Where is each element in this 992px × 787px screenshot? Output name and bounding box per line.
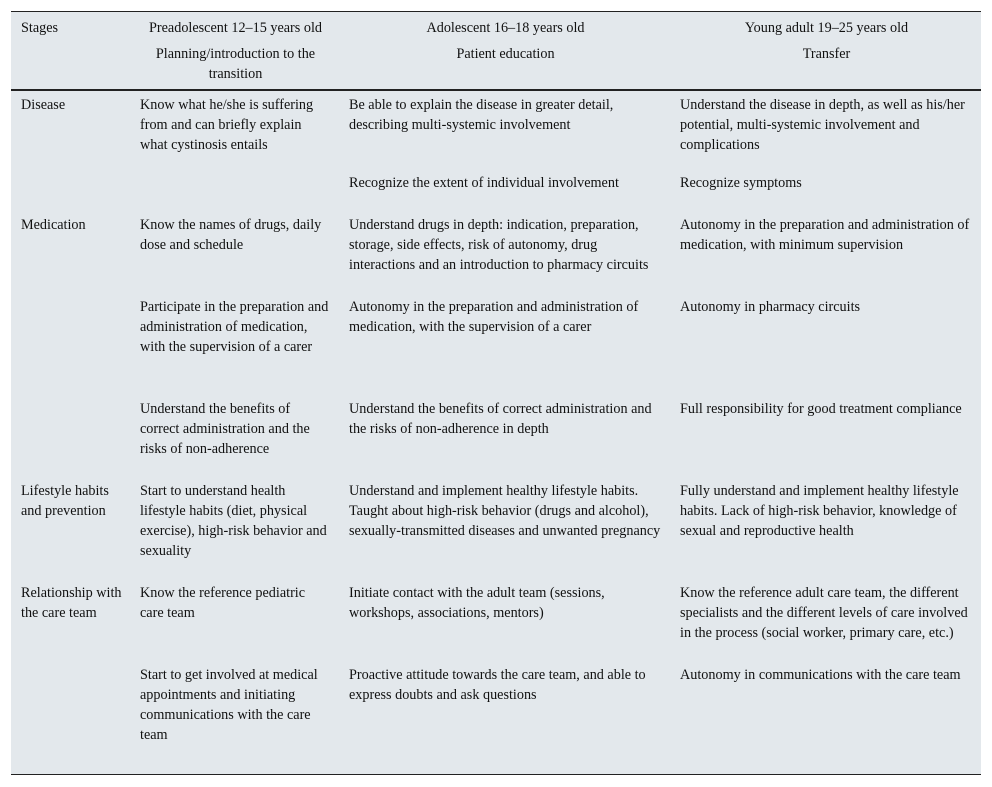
header-row bbox=[11, 12, 981, 38]
cell-young-adult: Full responsibility for good treatment compliance bbox=[680, 401, 962, 417]
table-row bbox=[11, 664, 981, 746]
row-category bbox=[11, 398, 130, 480]
cell-young-adult: Autonomy in the preparation and administration of medication, with minimum supervision bbox=[680, 217, 970, 253]
cell-young-adult: Fully understand and implement healthy lifestyle habits. Lack of high-risk behavior, knowledge of sexual and reproductive health bbox=[680, 483, 959, 539]
cell-adolescent: Recognize the extent of individual involvement bbox=[349, 175, 619, 191]
row-category: Lifestyle habits and prevention bbox=[21, 483, 109, 519]
cell-young-adult: Understand the disease in depth, as well as his/her potential, multi-systemic involvement and complications bbox=[680, 97, 965, 153]
cell-adolescent: Proactive attitude towards the care team, and able to express doubts and ask questions bbox=[349, 667, 646, 703]
row-category: Disease bbox=[21, 97, 66, 113]
table-row bbox=[11, 172, 981, 214]
cell-young-adult: Know the reference adult care team, the different specialists and the different levels of care involved in the process (social worker, primary care, etc.) bbox=[680, 585, 968, 641]
header-stages: Stages bbox=[21, 20, 59, 36]
cell-adolescent: Understand the benefits of correct administration and the risks of non-adherence in depth bbox=[349, 401, 652, 437]
cell-adolescent: Understand drugs in depth: indication, preparation, storage, side effects, risk of autonomy, drug interactions and an introduction to pharmacy circuits bbox=[349, 217, 649, 273]
table-body bbox=[11, 90, 981, 746]
table-row bbox=[11, 90, 981, 172]
cell-preadolescent: Understand the benefits of correct administration and the risks of non-adherence bbox=[140, 401, 310, 457]
table-row bbox=[11, 398, 981, 480]
table-row bbox=[11, 480, 981, 582]
cell-adolescent: Be able to explain the disease in greater detail, describing multi-systemic involvement bbox=[349, 97, 614, 133]
cell-preadolescent: Start to get involved at medical appointments and initiating communications with the care team bbox=[140, 667, 318, 743]
cell-preadolescent: Know the names of drugs, daily dose and schedule bbox=[140, 217, 322, 253]
header-young-adult: Young adult 19–25 years old bbox=[744, 20, 909, 36]
subheader-transfer: Transfer bbox=[670, 38, 981, 90]
row-category: Medication bbox=[21, 217, 86, 233]
cell-preadolescent: Participate in the preparation and administration of medication, with the supervision of a carer bbox=[140, 299, 329, 355]
cell-adolescent: Autonomy in the preparation and administration of medication, with the supervision of a carer bbox=[349, 299, 639, 335]
subheader-empty bbox=[11, 38, 130, 90]
table-row bbox=[11, 296, 981, 398]
cell-preadolescent: Know what he/she is suffering from and can briefly explain what cystinosis entails bbox=[140, 97, 314, 153]
row-category bbox=[11, 664, 130, 746]
table-header bbox=[11, 12, 981, 90]
cell-young-adult: Autonomy in communications with the care team bbox=[680, 667, 961, 683]
row-category bbox=[11, 172, 130, 214]
cell-adolescent: Understand and implement healthy lifestyle habits. Taught about high-risk behavior (drugs and alcohol), sexually-transmitted diseases and unwanted pregnancy bbox=[349, 483, 661, 539]
table-row bbox=[11, 582, 981, 664]
header-preadolescent: Preadolescent 12–15 years old bbox=[149, 20, 322, 36]
cell-young-adult: Autonomy in pharmacy circuits bbox=[680, 299, 861, 315]
row-category: Relationship with the care team bbox=[21, 585, 122, 621]
row-category bbox=[11, 296, 130, 398]
subheader-row bbox=[11, 38, 981, 90]
header-adolescent: Adolescent 16–18 years old bbox=[426, 20, 585, 36]
cell-young-adult: Recognize symptoms bbox=[680, 175, 802, 191]
cell-adolescent: Initiate contact with the adult team (sessions, workshops, associations, mentors) bbox=[349, 585, 605, 621]
subheader-education: Patient education bbox=[339, 38, 670, 90]
subheader-planning: Planning/introduction to the transition bbox=[130, 38, 339, 90]
cell-preadolescent: Start to understand health lifestyle habits (diet, physical exercise), high-risk behavior and sexuality bbox=[140, 483, 327, 559]
table-row bbox=[11, 214, 981, 296]
transition-stages-table bbox=[11, 11, 981, 775]
table bbox=[11, 12, 981, 746]
cell-preadolescent: Know the reference pediatric care team bbox=[140, 585, 306, 621]
cell-preadolescent bbox=[130, 172, 339, 214]
